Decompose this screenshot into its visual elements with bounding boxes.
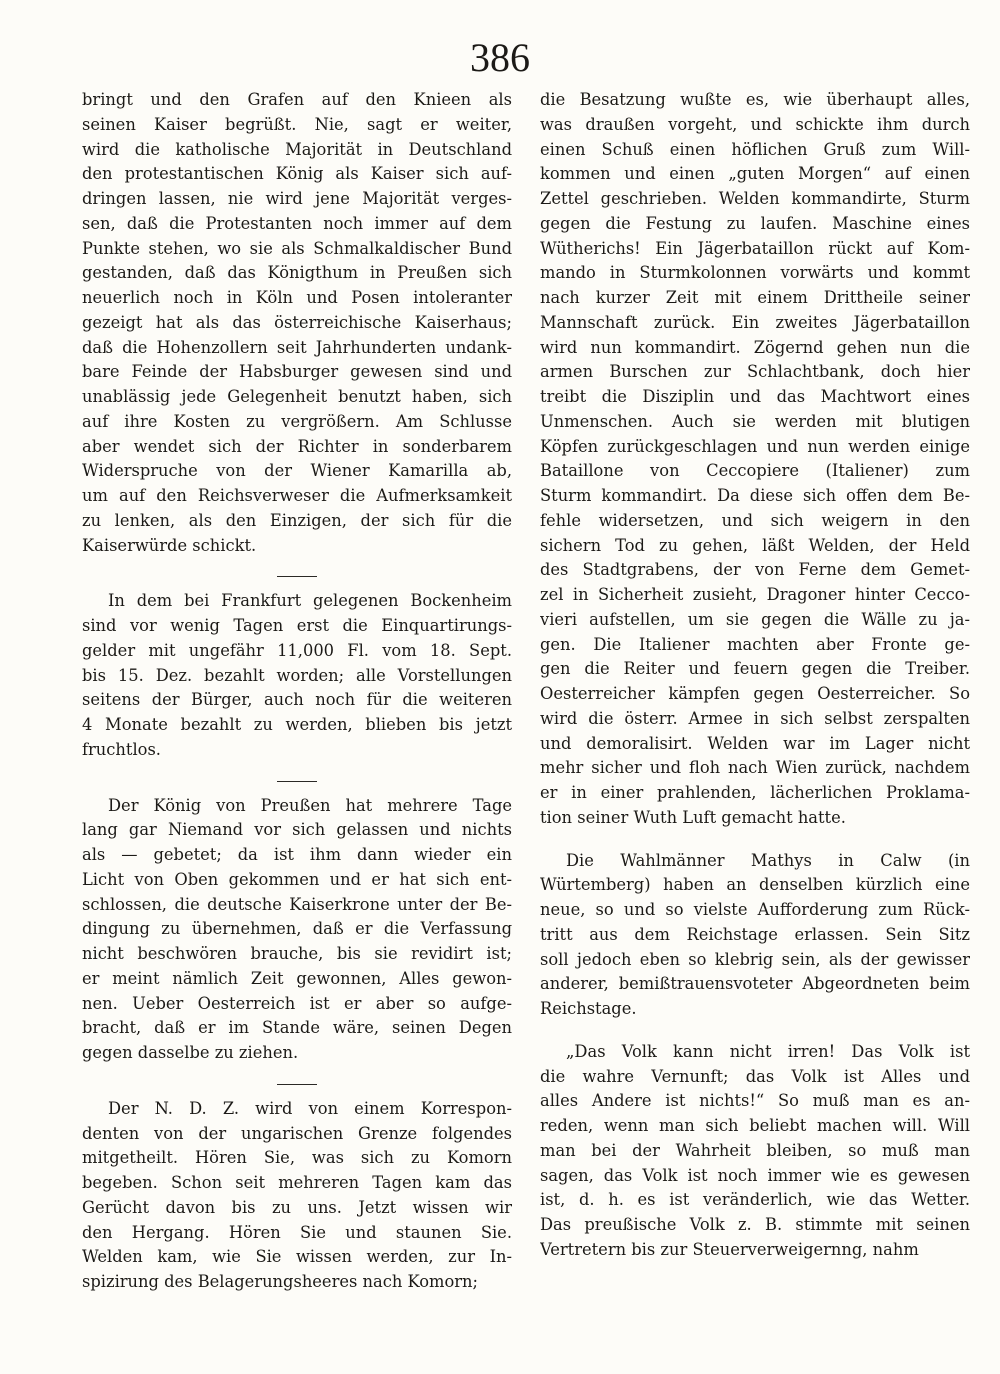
text-line: Die Wahlmänner Mathys in Calw (in	[566, 850, 970, 870]
article-paragraph	[540, 1040, 970, 1263]
text-line: er meint nämlich Zeit gewonnen, Alles gewon-	[82, 968, 512, 988]
text-line: sind vor wenig Tagen erst die Einquartirungs-	[82, 616, 512, 635]
text-line: des Stadtgrabens, der von Ferne dem Gemet-	[540, 560, 970, 580]
text-line: spizirung des Belagerungsheeres nach Komorn;	[82, 1272, 479, 1291]
text-line: Unmenschen. Auch sie werden mit blutigen	[540, 411, 970, 431]
left-column	[82, 88, 512, 1314]
text-line: als — gebetet; da ist ihm dann wieder ein	[82, 845, 512, 864]
text-line: Punkte stehen, wo sie als Schmalkaldischer Bund	[82, 238, 512, 258]
text-line: vieri aufstellen, um sie gegen die Wälle zu ja-	[540, 609, 970, 629]
spacer	[540, 1022, 970, 1040]
text-line: Widerspruche von der Wiener Kamarilla ab,	[82, 461, 512, 481]
text-line: einen Schuß einen höflichen Gruß zum Will-	[540, 139, 970, 159]
text-line: anderer, bemißtrauensvoteter Abgeordneten beim	[540, 974, 970, 994]
text-line: nicht beschwören brauche, bis sie revidirt ist;	[82, 944, 512, 963]
text-line: gegen die Festung zu laufen. Maschine eines	[540, 213, 970, 233]
text-line: reden, wenn man sich beliebt machen will. Will	[540, 1116, 970, 1135]
spacer	[540, 831, 970, 849]
text-line: sichern Tod zu gehen, läßt Welden, der Held	[540, 535, 970, 555]
text-line: Würtemberg) haben an denselben kürzlich eine	[540, 875, 970, 895]
text-line: Der N. D. Z. wird von einem Korrespon-	[108, 1098, 512, 1118]
text-line: mitgetheilt. Hören Sie, was sich zu Komorn	[82, 1148, 512, 1168]
article-paragraph	[540, 849, 970, 1022]
text-line: „Das Volk kann nicht irren! Das Volk ist	[566, 1041, 970, 1061]
text-line: er in einer prahlenden, lächerlichen Proklama-	[540, 783, 970, 802]
spacer	[82, 558, 512, 576]
text-line: sen, daß die Protestanten noch immer auf dem	[82, 213, 512, 233]
text-line: seitens der Bürger, auch noch für die weiteren	[82, 690, 512, 710]
text-line: nach kurzer Zeit mit einem Drittheile seiner	[540, 288, 970, 307]
text-line: die Besatzung wußte es, wie überhaupt alles,	[540, 90, 970, 109]
text-line: gen. Die Italiener machten aber Fronte ge-	[540, 634, 970, 654]
text-line: Das preußische Volk z. B. stimmte mit seinen	[540, 1215, 970, 1234]
article-paragraph	[82, 88, 512, 558]
text-line: lang gar Niemand vor sich gelassen und nichts	[82, 820, 512, 840]
text-line: man bei der Wahrheit bleiben, so muß man	[540, 1140, 970, 1160]
text-line: gen die Reiter und feuern gegen die Treiber.	[540, 659, 970, 679]
text-line: soll jedoch eben so klebrig sein, als der gewisser	[540, 949, 970, 969]
text-line: armen Burschen zur Schlachtbank, doch hier	[540, 362, 970, 382]
text-line: ist, d. h. es ist veränderlich, wie das Wetter.	[540, 1190, 970, 1210]
text-line: Mannschaft zurück. Ein zweites Jägerbataillon	[540, 312, 970, 332]
text-line: mehr sicher und floh nach Wien zurück, nachdem	[540, 758, 970, 778]
text-line: treibt die Disziplin und das Machtwort eines	[540, 387, 970, 406]
text-line: zel in Sicherheit zusieht, Dragoner hinter Cecco-	[540, 585, 970, 604]
text-line: Licht von Oben gekommen und er hat sich ent-	[82, 869, 512, 889]
text-line: daß die Hohenzollern seit Jahrhunderten undank-	[82, 337, 512, 357]
text-line: Köpfen zurückgeschlagen und nun werden einige	[540, 436, 970, 456]
text-line: bis 15. Dez. bezahlt worden; alle Vorstellungen	[82, 665, 512, 685]
text-line: bare Feinde der Habsburger gewesen sind und	[82, 362, 512, 382]
text-line: begeben. Schon seit mehreren Tagen kam das	[82, 1173, 512, 1192]
text-line: neue, so und so vielste Aufforderung zum Rück-	[540, 900, 970, 919]
article-paragraph	[82, 794, 512, 1066]
text-line: Sturm kommandirt. Da diese sich offen dem Be-	[540, 486, 970, 505]
article-paragraph	[540, 88, 970, 831]
text-line: schlossen, die deutsche Kaiserkrone unter der Be-	[82, 894, 512, 914]
text-line: Reichstage.	[540, 999, 637, 1018]
page-number: 386	[470, 35, 530, 80]
text-line: fruchtlos.	[82, 739, 161, 759]
text-line: auf ihre Kosten zu vergrößern. Am Schlusse	[82, 411, 512, 431]
spacer	[82, 577, 512, 589]
text-line: Kaiserwürde schickt.	[82, 535, 257, 555]
text-line: aber wendet sich der Richter in sonderbarem	[82, 436, 512, 456]
text-line: Welden kam, wie Sie wissen werden, zur In-	[82, 1247, 512, 1267]
text-line: bracht, daß er im Stande wäre, seinen Degen	[82, 1018, 512, 1038]
text-line: Der König von Preußen hat mehrere Tage	[108, 795, 512, 815]
text-line: wird die österr. Armee in sich selbst zerspalten	[540, 708, 970, 728]
text-line: Zettel geschrieben. Welden kommandirte, Sturm	[540, 189, 970, 208]
spacer	[82, 1066, 512, 1084]
text-line: um auf den Reichsverweser die Aufmerksamkeit	[82, 486, 512, 505]
text-line: wird die katholische Majorität in Deutschland	[82, 139, 512, 159]
text-line: tion seiner Wuth Luft gemacht hatte.	[540, 807, 846, 827]
text-line: dingung zu übernehmen, daß er die Verfassung	[82, 919, 512, 939]
text-line: sagen, das Volk ist noch immer wie es gewesen	[540, 1165, 970, 1185]
text-line: kommen und einen „guten Morgen“ auf einen	[540, 164, 970, 184]
text-line: Oesterreicher kämpfen gegen Oesterreicher. So	[540, 684, 970, 703]
text-line: zu lenken, als den Einzigen, der sich für die	[82, 510, 512, 530]
text-line: den protestantischen König als Kaiser sich auf-	[82, 164, 512, 184]
text-line: Wütherichs! Ein Jägerbataillon rückt auf Kom-	[540, 238, 970, 258]
text-line: unablässig jede Gelegenheit benutzt haben, sich	[82, 387, 512, 406]
text-line: tritt aus dem Reichstage erlassen. Sein Sitz	[540, 924, 970, 944]
text-line: alles Andere ist nichts!“ So muß man es an-	[540, 1091, 970, 1111]
text-line: denten von der ungarischen Grenze folgendes	[82, 1123, 512, 1143]
text-line: mando in Sturmkolonnen vorwärts und kommt	[540, 263, 970, 283]
text-line: gezeigt hat als das österreichische Kaiserhaus;	[82, 312, 512, 332]
text-line: seinen Kaiser begrüßt. Nie, sagt er weiter,	[82, 114, 512, 134]
spacer	[82, 782, 512, 794]
text-line: was draußen vorgeht, und schickte ihm durch	[540, 114, 970, 134]
text-line: neuerlich noch in Köln und Posen intoleranter	[82, 288, 512, 307]
text-line: den Hergang. Hören Sie und staunen Sie.	[82, 1222, 512, 1242]
text-line: dringen lassen, nie wird jene Majorität verges-	[82, 189, 512, 208]
text-line: 4 Monate bezahlt zu werden, blieben bis jetzt	[82, 715, 512, 734]
article-paragraph	[82, 1097, 512, 1295]
text-line: Gerücht davon bis zu uns. Jetzt wissen wir	[82, 1197, 512, 1217]
text-line: Bataillone von Ceccopiere (Italiener) zum	[540, 461, 970, 481]
text-line: die wahre Vernunft; das Volk ist Alles und	[540, 1066, 970, 1086]
text-line: und demoralisirt. Welden war im Lager nicht	[540, 733, 970, 753]
spacer	[82, 1085, 512, 1097]
article-paragraph	[82, 589, 512, 762]
text-line: gelder mit ungefähr 11,000 Fl. vom 18. Sept.	[82, 640, 512, 660]
text-line: fehle widersetzen, und sich weigern in den	[540, 510, 970, 530]
right-column	[540, 88, 970, 1314]
text-line: gegen dasselbe zu ziehen.	[82, 1043, 299, 1062]
text-line: wird nun kommandirt. Zögernd gehen nun die	[540, 337, 970, 357]
text-line: nen. Ueber Oesterreich ist er aber so aufge-	[82, 993, 512, 1013]
text-line: In dem bei Frankfurt gelegenen Bockenheim	[108, 591, 512, 611]
text-line: Vertretern bis zur Steuerverweigernng, nahm	[540, 1239, 919, 1259]
spacer	[82, 763, 512, 781]
text-line: bringt und den Grafen auf den Knieen als	[82, 90, 512, 109]
text-line: gestanden, daß das Königthum in Preußen sich	[82, 263, 512, 283]
